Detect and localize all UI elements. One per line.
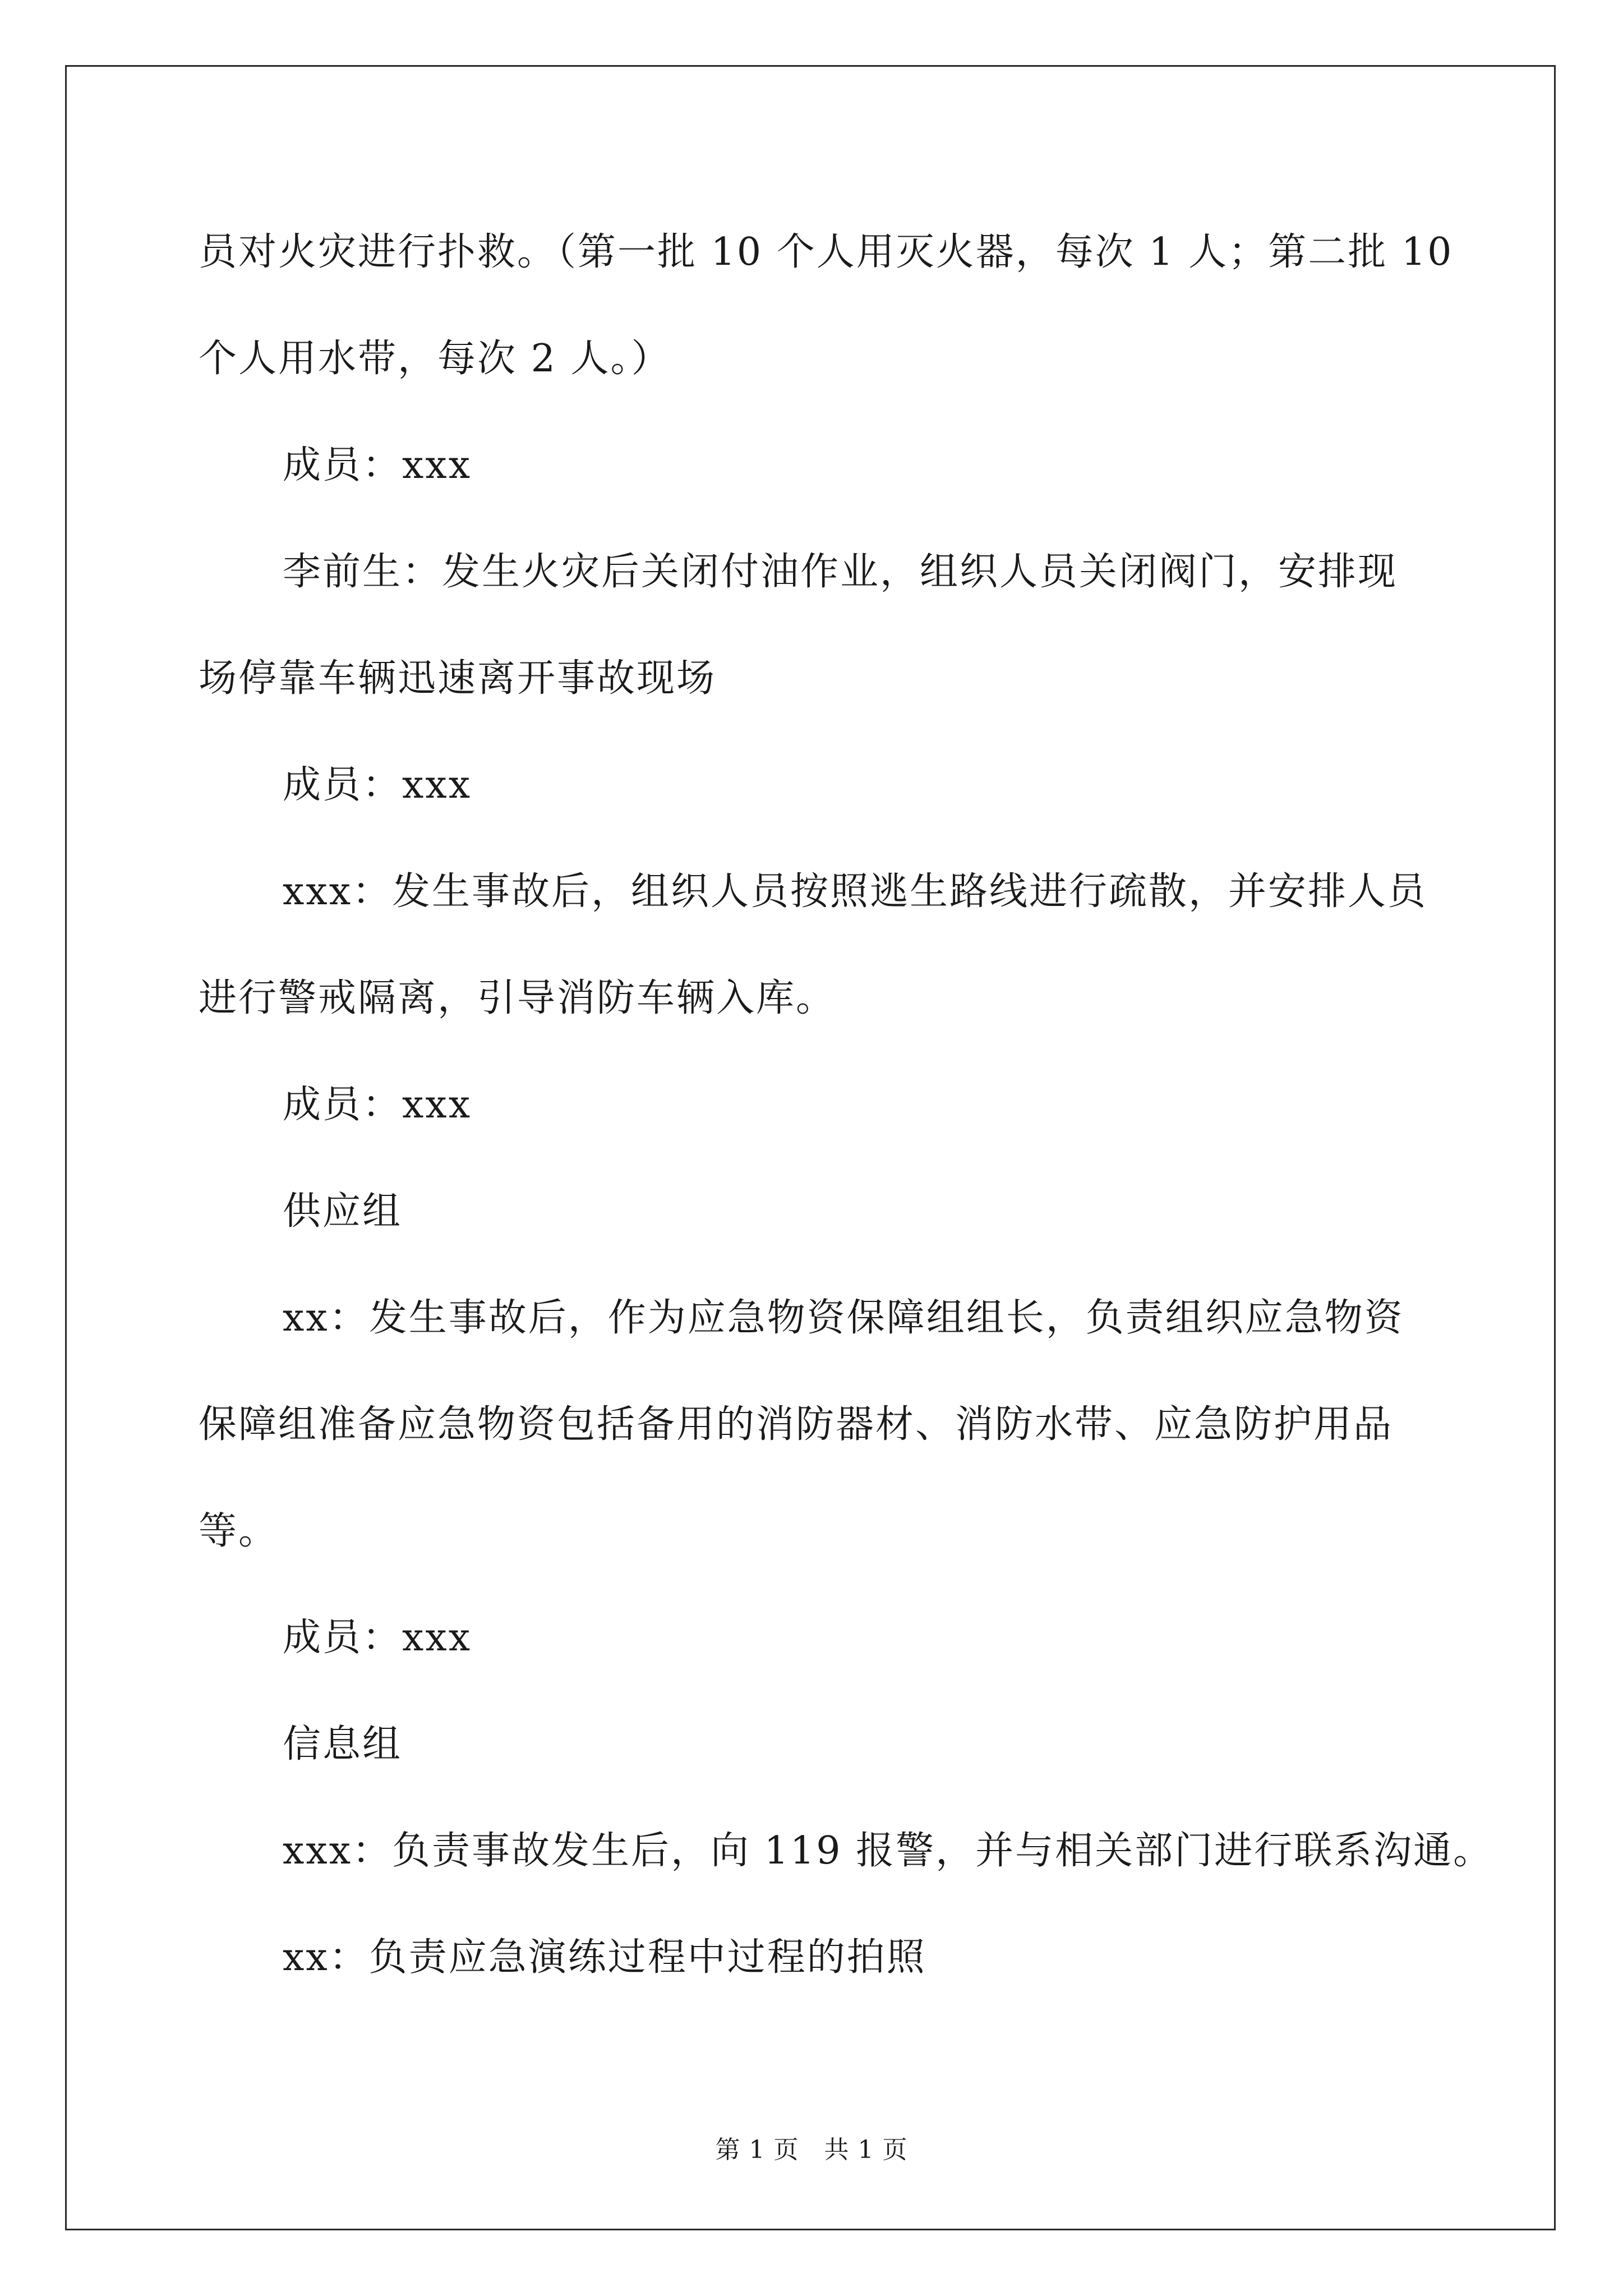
text-line: 保障组准备应急物资包括备用的消防器材、消防水带、应急防护用品 [199, 1402, 1394, 1447]
text-line: 成员：xxx [283, 443, 472, 487]
text-line: 员对火灾进行扑救。（第一批 10 个人用灭火器，每次 1 人；第二批 10 [199, 230, 1454, 274]
text-line: 进行警戒隔离，引导消防车辆入库。 [199, 976, 836, 1020]
text-line: xxx：发生事故后，组织人员按照逃生路线进行疏散，并安排人员 [283, 869, 1428, 914]
text-line: xx：负责应急演练过程中过程的拍照 [283, 1935, 926, 1980]
page-footer: 第 1 页 共 1 页 [715, 2136, 908, 2164]
text-line: 成员：xxx [283, 1083, 472, 1127]
text-line: xxx：负责事故发生后，向 119 报警，并与相关部门进行联系沟通。 [283, 1829, 1493, 1873]
text-line: 成员：xxx [283, 1616, 472, 1660]
page-border [65, 65, 1556, 2230]
text-line: 等。 [199, 1509, 279, 1553]
text-line: xx：发生事故后，作为应急物资保障组组长，负责组织应急物资 [283, 1296, 1404, 1340]
section-heading: 供应组 [283, 1189, 403, 1234]
section-heading: 信息组 [283, 1722, 403, 1766]
text-line: 成员：xxx [283, 763, 472, 807]
text-line: 场停靠车辆迅速离开事故现场 [199, 656, 717, 701]
text-line: 个人用水带，每次 2 人。） [199, 337, 671, 381]
text-line: 李前生：发生火灾后关闭付油作业，组织人员关闭阀门，安排现 [283, 550, 1398, 594]
